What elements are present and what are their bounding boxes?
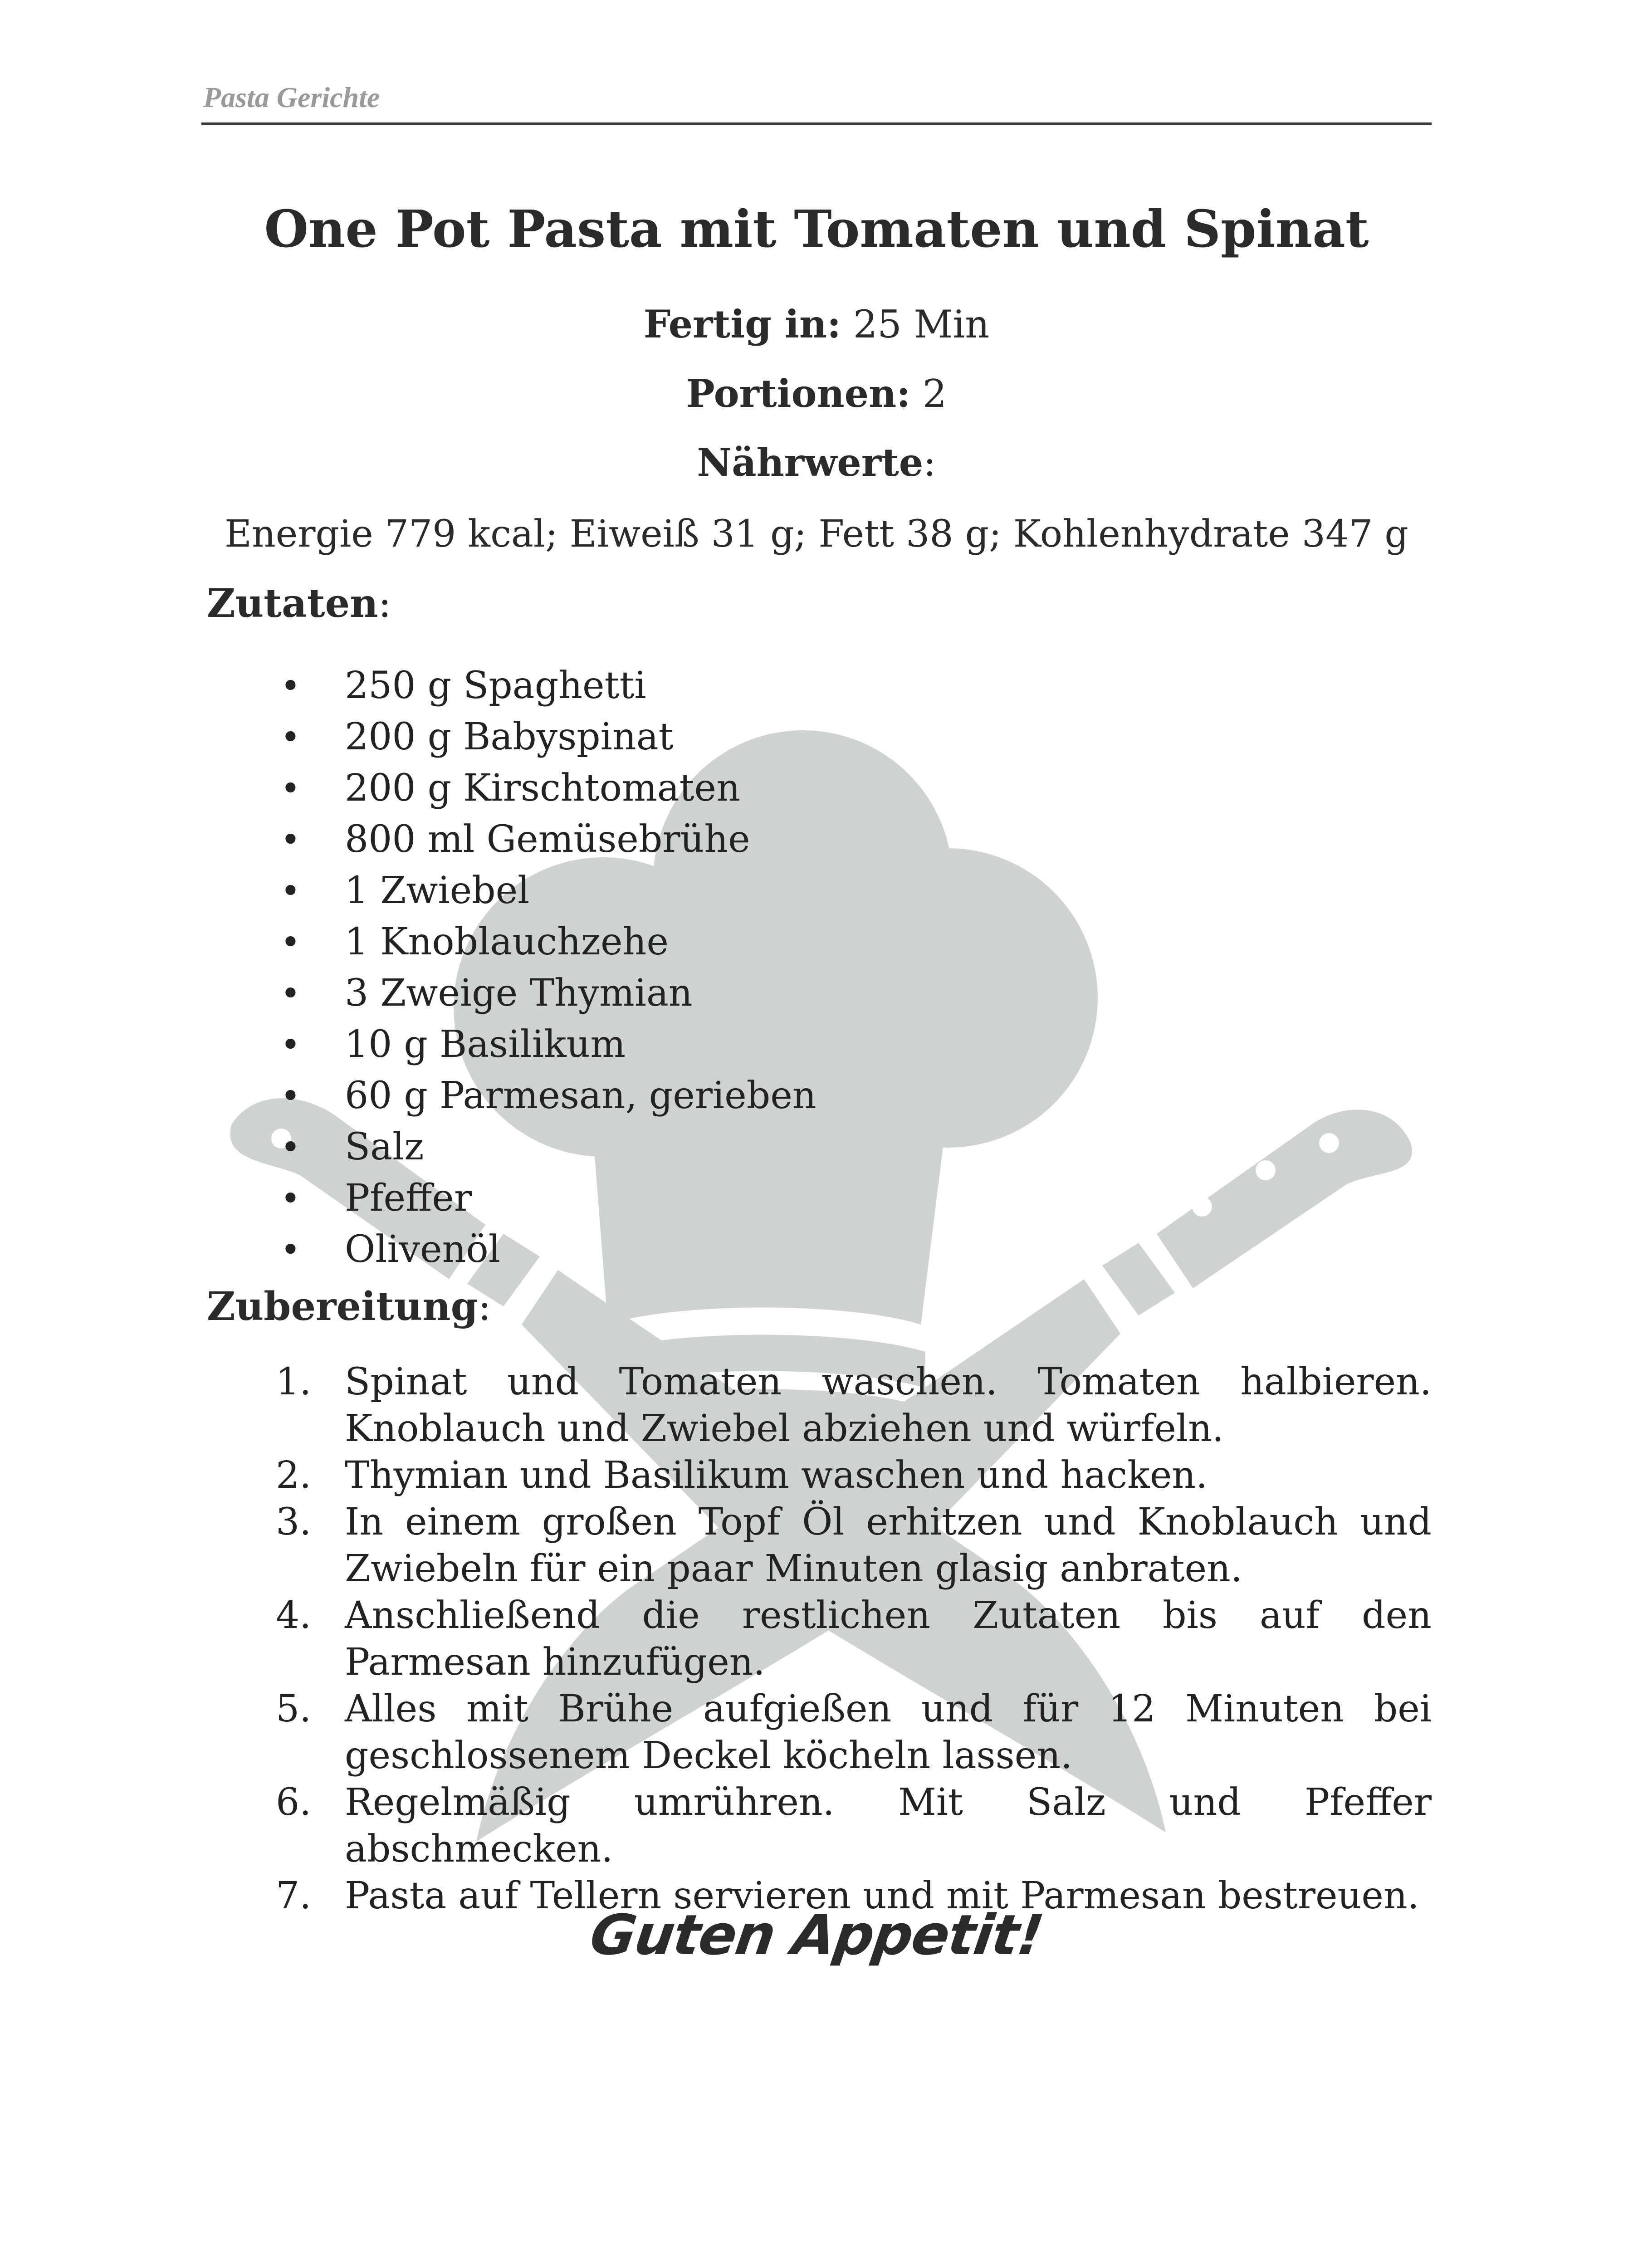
- ingredient-item: • 200 g Babyspinat: [345, 711, 816, 763]
- step-item: [276, 1686, 1432, 1779]
- preparation-label: Zubereitung: [207, 1284, 478, 1330]
- step-text: Pasta auf Tellern servieren und mit Parmesan bestreuen.: [345, 1874, 1419, 1917]
- step-item: [276, 1452, 1432, 1499]
- ingredient-item: • 3 Zweige Thymian: [345, 968, 816, 1019]
- preparation-steps: [276, 1359, 1432, 1919]
- ingredient-item: • Salz: [345, 1121, 816, 1173]
- step-text: In einem großen Topf Öl erhitzen und Knoblauch und Zwiebeln für ein paar Minuten glasig anbraten.: [345, 1501, 1432, 1590]
- step-item: [276, 1359, 1432, 1452]
- ingredient-item: • Pfeffer: [345, 1173, 816, 1224]
- running-header: Pasta Gerichte: [203, 81, 380, 113]
- ingredient-item: • 800 ml Gemüsebrühe: [345, 814, 816, 865]
- ingredient-item: • 1 Knoblauchzehe: [345, 916, 816, 968]
- step-text: Alles mit Brühe aufgießen und für 12 Minuten bei geschlossenem Deckel köcheln lassen.: [345, 1687, 1432, 1777]
- servings: [0, 371, 1633, 416]
- preparation-heading: [207, 1284, 491, 1330]
- ingredient-item: • Olivenöl: [345, 1224, 816, 1275]
- ingredient-item: • 60 g Parmesan, gerieben: [345, 1070, 816, 1121]
- ingredient-item: • 10 g Basilikum: [345, 1019, 816, 1070]
- step-number: 1.: [276, 1360, 312, 1403]
- recipe-title: One Pot Pasta mit Tomaten und Spinat: [264, 200, 1369, 259]
- nutrition-label: Nährwerte: [697, 440, 924, 485]
- step-item: [276, 1499, 1432, 1592]
- nutrition-heading: [0, 440, 1633, 485]
- preparation-colon: :: [478, 1284, 491, 1330]
- ingredients-heading: [207, 581, 391, 626]
- ingredient-list: [345, 660, 816, 1275]
- step-text: Thymian und Basilikum waschen und hacken.: [345, 1454, 1208, 1497]
- step-text: Regelmäßig umrühren. Mit Salz und Pfeffer abschmecken.: [345, 1781, 1432, 1871]
- ready-time: [0, 302, 1633, 347]
- ingredients-colon: :: [378, 581, 391, 626]
- step-number: 2.: [276, 1454, 312, 1497]
- step-text: Spinat und Tomaten waschen. Tomaten halbieren. Knoblauch und Zwiebel abziehen und würfeln.: [345, 1360, 1432, 1450]
- step-item: [276, 1592, 1432, 1686]
- step-number: 4.: [276, 1594, 312, 1637]
- ready-time-label: Fertig in:: [643, 302, 841, 347]
- nutrition-colon: :: [923, 440, 936, 485]
- step-number: 7.: [276, 1874, 312, 1917]
- step-item: [276, 1779, 1432, 1872]
- step-text: Anschließend die restlichen Zutaten bis auf den Parmesan hinzufügen.: [345, 1594, 1432, 1684]
- step-number: 5.: [276, 1687, 312, 1730]
- servings-label: Portionen:: [686, 371, 911, 416]
- ingredients-label: Zutaten: [207, 581, 378, 626]
- ingredient-item: • 200 g Kirschtomaten: [345, 763, 816, 814]
- step-number: 6.: [276, 1781, 312, 1824]
- closing-greeting: Guten Appetit!: [586, 1903, 1047, 1967]
- header-rule: [201, 122, 1432, 125]
- ingredient-item: • 250 g Spaghetti: [345, 660, 816, 711]
- nutrition-values: Energie 779 kcal; Eiweiß 31 g; Fett 38 g; Kohlenhydrate 347 g: [225, 513, 1408, 556]
- servings-value: 2: [922, 371, 947, 416]
- ready-time-value: 25 Min: [853, 302, 990, 347]
- step-number: 3.: [276, 1501, 312, 1544]
- ingredient-item: • 1 Zwiebel: [345, 865, 816, 916]
